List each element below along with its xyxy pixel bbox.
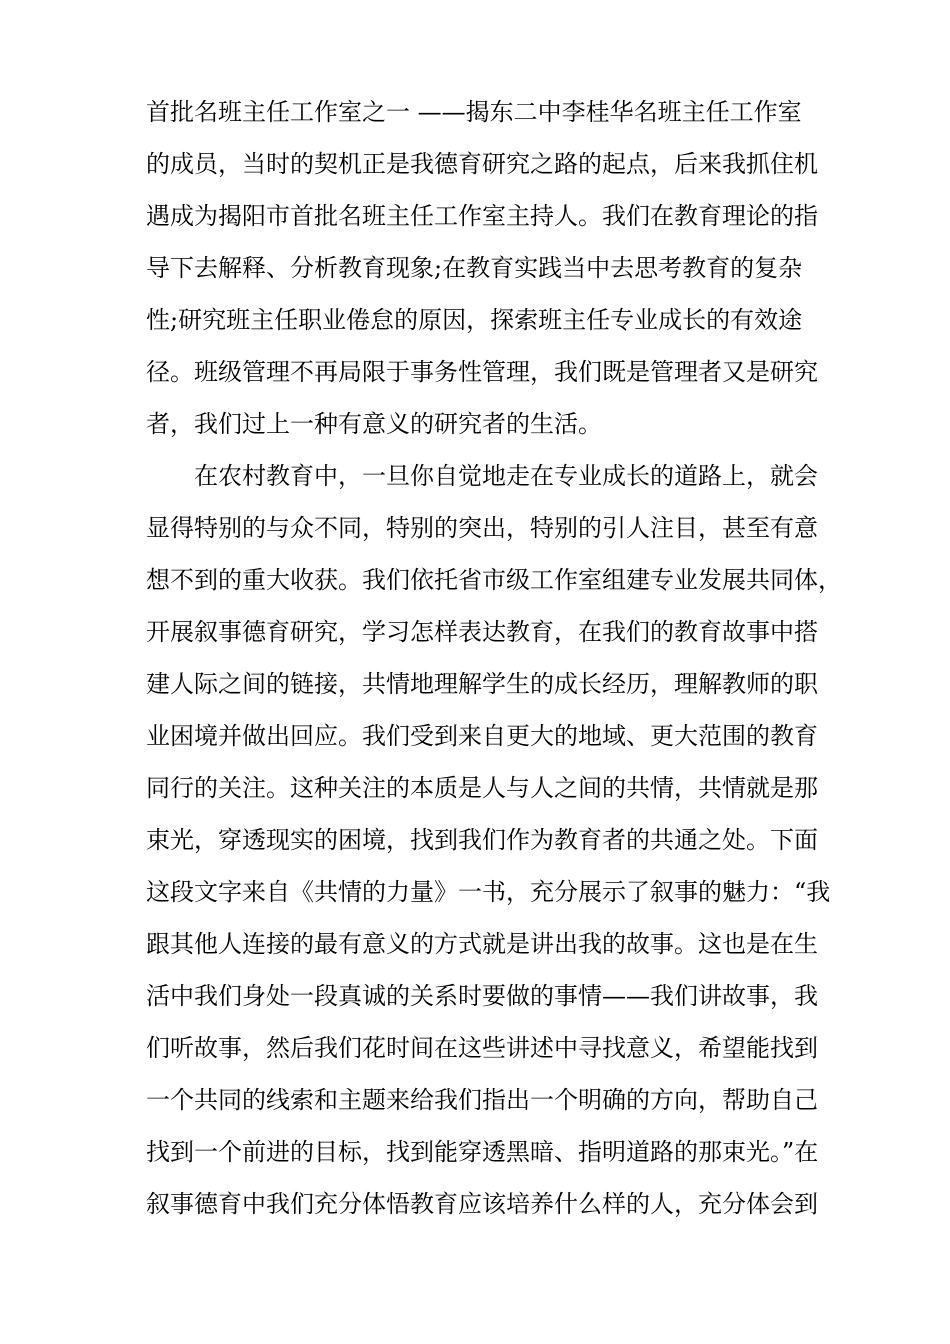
text-line: 这段文字来自《共情的力量》一书，充分展示了叙事的魅力：“我: [146, 878, 831, 906]
text-line: 找到一个前进的目标，找到能穿透黑暗、指明道路的那束光。”在: [146, 1138, 819, 1166]
text-line: 们听故事，然后我们花时间在这些讲述中寻找意义，希望能找到: [146, 1034, 818, 1062]
paragraph-start-line: 在农村教育中，一旦你自觉地走在专业成长的道路上，就会: [194, 462, 818, 490]
text-line: 的成员，当时的契机正是我德育研究之路的起点，后来我抓住机: [146, 150, 818, 178]
text-line: 建人际之间的链接，共情地理解学生的成长经历，理解教师的职: [146, 670, 818, 698]
text-line: 活中我们身处一段真诚的关系时要做的事情——我们讲故事，我: [146, 982, 818, 1010]
text-line: 束光，穿透现实的困境，找到我们作为教育者的共通之处。下面: [146, 826, 818, 854]
text-line: 跟其他人连接的最有意义的方式就是讲出我的故事。这也是在生: [146, 930, 818, 958]
text-line: 叙事德育中我们充分体悟教育应该培养什么样的人，充分体会到: [146, 1190, 818, 1218]
text-line: 径。班级管理不再局限于事务性管理，我们既是管理者又是研究: [146, 358, 818, 386]
text-line: 遇成为揭阳市首批名班主任工作室主持人。我们在教育理论的指: [146, 202, 818, 230]
body-text: [146, 86, 842, 1230]
text-line: 一个共同的线索和主题来给我们指出一个明确的方向，帮助自己: [146, 1086, 818, 1114]
text-line: 首批名班主任工作室之一 ——揭东二中李桂华名班主任工作室: [146, 98, 802, 126]
text-line: 开展叙事德育研究，学习怎样表达教育，在我们的教育故事中搭: [146, 618, 818, 646]
text-line: 业困境并做出回应。我们受到来自更大的地域、更大范围的教育: [146, 722, 818, 750]
text-line: 显得特别的与众不同，特别的突出，特别的引人注目，甚至有意: [146, 514, 818, 542]
text-line: 导下去解释、分析教育现象;在教育实践当中去思考教育的复杂: [146, 254, 803, 282]
text-line: 性;研究班主任职业倦怠的原因，探索班主任专业成长的有效途: [146, 306, 803, 334]
text-line: 想不到的重大收获。我们依托省市级工作室组建专业发展共同体，: [146, 566, 842, 594]
text-line: 同行的关注。这种关注的本质是人与人之间的共情，共情就是那: [146, 774, 818, 802]
text-line: 者，我们过上一种有意义的研究者的生活。: [146, 410, 602, 438]
